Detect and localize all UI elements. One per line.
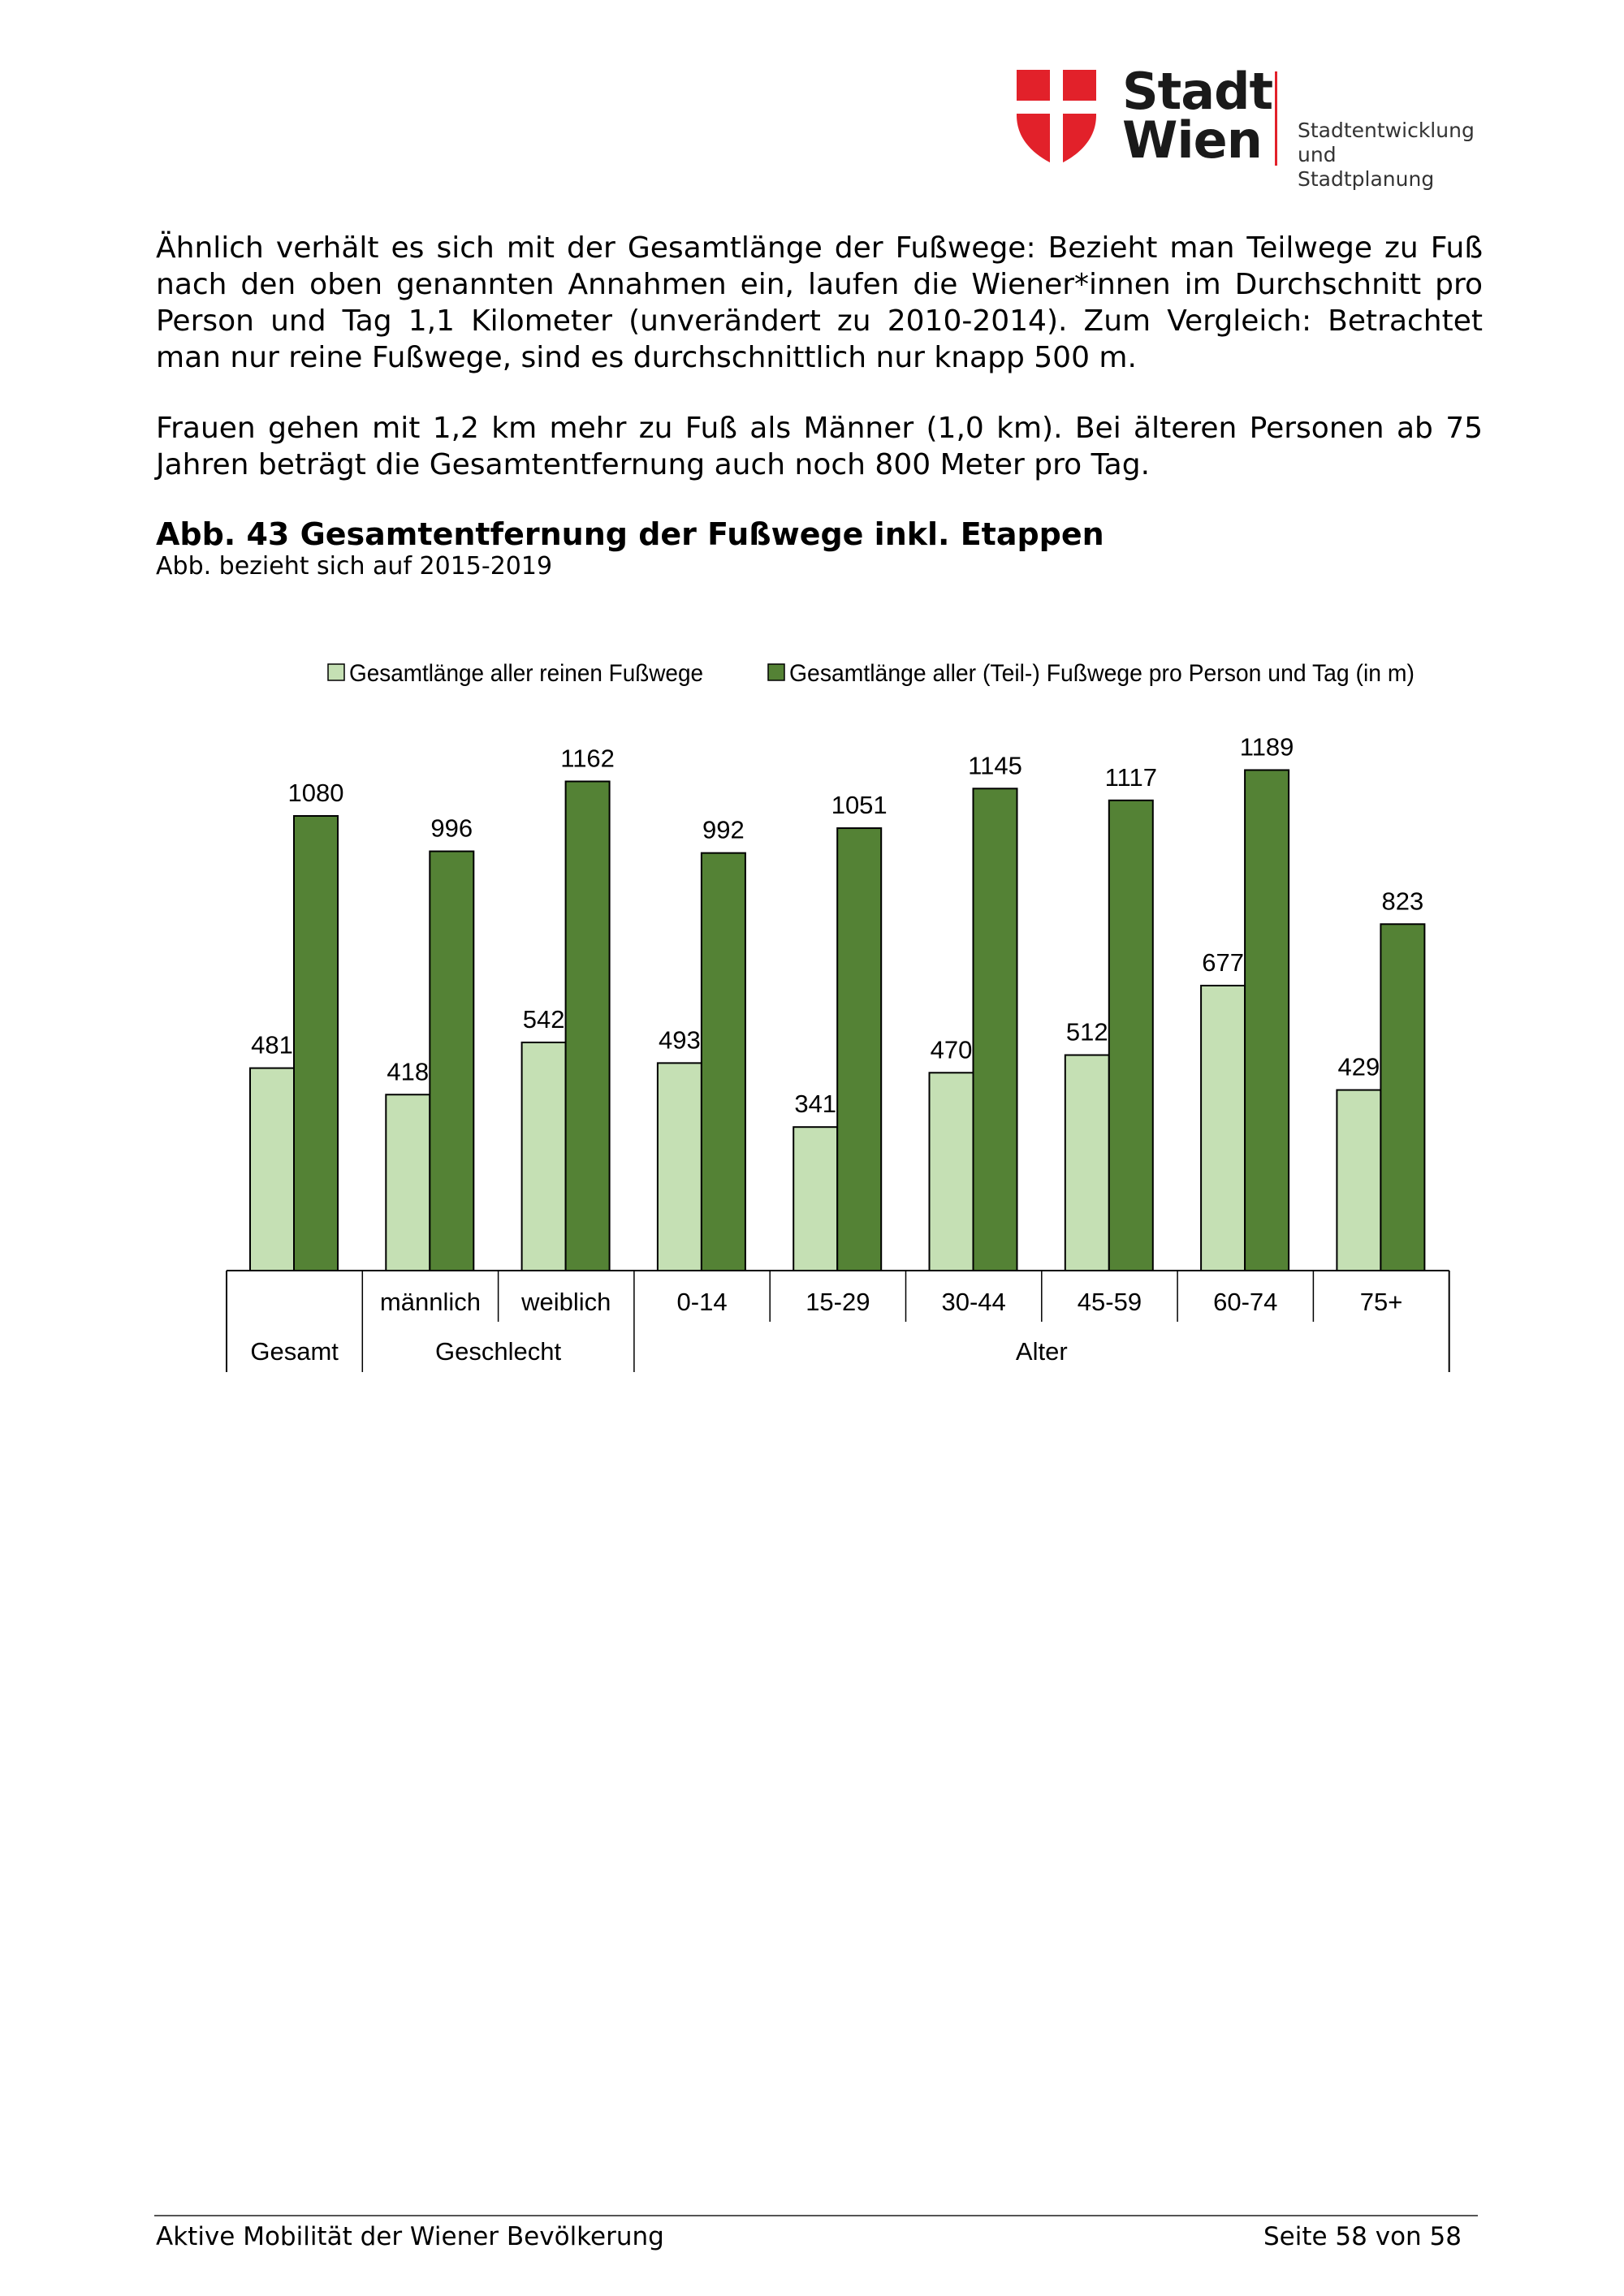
- legend-label-1: Gesamtlänge aller reinen Fußwege: [349, 660, 703, 687]
- data-label-pure-3: 542: [522, 1004, 565, 1034]
- department-line-2: und Stadtplanung: [1298, 143, 1435, 191]
- group-label-2: Geschlecht: [435, 1337, 562, 1366]
- data-label-total-4: 992: [702, 815, 745, 844]
- data-label-total-5: 1051: [831, 791, 888, 820]
- data-label-pure-2: 418: [387, 1057, 430, 1086]
- legend-label-2: Gesamtlänge aller (Teil-) Fußwege pro Person und Tag (in m): [789, 660, 1415, 687]
- figure-subtitle: Abb. bezieht sich auf 2015-2019: [156, 552, 553, 580]
- bar-total-4: [702, 853, 745, 1271]
- group-label-1: Gesamt: [250, 1337, 339, 1366]
- bar-pure-8: [1201, 986, 1245, 1271]
- legend-swatch-2: [768, 664, 784, 680]
- bar-pure-7: [1065, 1055, 1109, 1271]
- bar-total-9: [1380, 924, 1424, 1271]
- data-label-total-3: 1162: [560, 744, 615, 773]
- bar-pure-6: [930, 1072, 974, 1271]
- category-label-2: männlich: [379, 1288, 481, 1316]
- data-label-total-7: 1117: [1104, 762, 1157, 792]
- data-label-pure-9: 429: [1337, 1052, 1380, 1081]
- data-label-total-6: 1145: [968, 751, 1022, 780]
- data-label-total-2: 996: [430, 814, 473, 843]
- logo-text-wien: Wien: [1122, 110, 1262, 170]
- data-label-pure-5: 341: [794, 1090, 837, 1119]
- data-label-pure-4: 493: [659, 1025, 701, 1055]
- category-label-8: 60-74: [1213, 1288, 1278, 1316]
- figure-title: Abb. 43 Gesamtentfernung der Fußwege inkl. Etappen: [156, 516, 1104, 552]
- bar-pure-3: [522, 1042, 566, 1271]
- bar-total-6: [974, 788, 1017, 1271]
- footer-document-title: Aktive Mobilität der Wiener Bevölkerung: [156, 2222, 664, 2251]
- data-label-pure-1: 481: [251, 1030, 293, 1060]
- bar-total-3: [566, 781, 610, 1271]
- bar-pure-4: [658, 1063, 702, 1271]
- bar-total-2: [430, 852, 473, 1271]
- paragraph-total-length: Ähnlich verhält es sich mit der Gesamtlänge der Fußwege: Bezieht man Teilwege zu Fuß nach den oben genannten Annahmen ein, laufen die Wiener*innen im Durchschnitt pro Person und Tag 1,1 Kilometer (unverändert zu 2010-2014). Zum Vergleich: Betrachtet man nur reine Fußwege, sind es durchschnittlich nur knapp 500 m.: [156, 231, 1483, 374]
- department-line-1: Stadtentwicklung: [1298, 119, 1475, 142]
- bar-total-5: [837, 828, 881, 1271]
- category-label-4: 0-14: [676, 1288, 728, 1316]
- data-label-total-1: 1080: [287, 779, 344, 807]
- footer-divider: [154, 2215, 1478, 2216]
- bar-pure-5: [793, 1127, 837, 1271]
- footer-page-number: Seite 58 von 58: [1263, 2222, 1462, 2251]
- legend-swatch-1: [328, 664, 344, 680]
- data-label-pure-8: 677: [1202, 947, 1244, 977]
- bar-pure-2: [386, 1094, 430, 1271]
- category-label-9: 75+: [1359, 1288, 1403, 1316]
- category-label-3: weiblich: [521, 1288, 611, 1316]
- logo-text-stadt: Stadt: [1122, 62, 1273, 121]
- bar-pure-9: [1337, 1090, 1380, 1271]
- group-label-3: Alter: [1015, 1337, 1068, 1366]
- bar-total-1: [294, 816, 338, 1271]
- paragraph-gender-age: Frauen gehen mit 1,2 km mehr zu Fuß als Männer (1,0 km). Bei älteren Personen ab 75 Jahren beträgt die Gesamtentfernung auch noch 800 Meter pro Tag.: [156, 412, 1483, 481]
- data-label-pure-6: 470: [930, 1035, 973, 1064]
- category-label-5: 15-29: [806, 1288, 870, 1316]
- data-label-pure-7: 512: [1065, 1017, 1108, 1047]
- bar-total-7: [1109, 801, 1153, 1271]
- category-label-6: 30-44: [941, 1288, 1006, 1316]
- bar-pure-1: [250, 1068, 294, 1271]
- bar-total-8: [1245, 770, 1289, 1271]
- data-label-total-9: 823: [1381, 887, 1424, 916]
- category-label-7: 45-59: [1077, 1288, 1142, 1316]
- data-label-total-8: 1189: [1239, 732, 1294, 762]
